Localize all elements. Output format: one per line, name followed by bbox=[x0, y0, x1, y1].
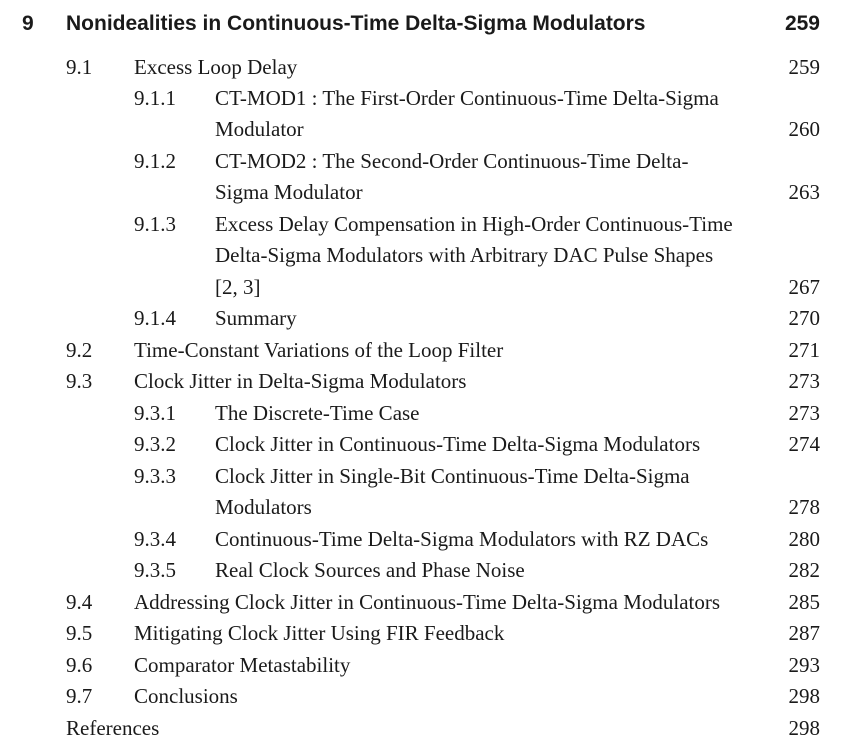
entry-title: Excess Loop Delay bbox=[134, 55, 298, 79]
entry-title: Comparator Metastability bbox=[134, 653, 351, 677]
entry-number: 9.1.4 bbox=[134, 306, 176, 330]
toc-entry-9-4[interactable] bbox=[0, 587, 857, 617]
entry-page: 273 bbox=[788, 401, 820, 425]
toc-entry-9-1-2-cont[interactable] bbox=[0, 177, 857, 207]
entry-title: Real Clock Sources and Phase Noise bbox=[215, 558, 525, 582]
toc-entry-9-1[interactable] bbox=[0, 52, 857, 82]
entry-title-line2: Delta-Sigma Modulators with Arbitrary DAC Pulse Shapes bbox=[215, 243, 714, 267]
entry-page: 298 bbox=[788, 684, 820, 708]
entry-page: 278 bbox=[788, 495, 820, 519]
entry-page: 270 bbox=[788, 306, 820, 330]
entry-title-line1: Excess Delay Compensation in High-Order Continuous-Time bbox=[215, 212, 733, 236]
entry-page: 273 bbox=[788, 369, 820, 393]
toc-entry-9-3-3-cont[interactable] bbox=[0, 492, 857, 522]
entry-page: 271 bbox=[788, 338, 820, 362]
entry-number: 9.3 bbox=[66, 369, 93, 393]
chapter-page: 259 bbox=[784, 12, 820, 35]
entry-title: The Discrete-Time Case bbox=[215, 401, 420, 425]
entry-title-line2: Sigma Modulator bbox=[215, 180, 363, 204]
entry-title: Mitigating Clock Jitter Using FIR Feedback bbox=[134, 621, 505, 645]
entry-number: 9.2 bbox=[66, 338, 93, 362]
entry-page: 293 bbox=[788, 653, 820, 677]
toc-entry-9-7[interactable] bbox=[0, 681, 857, 711]
entry-title-line2: Modulator bbox=[215, 117, 304, 141]
entry-page: 267 bbox=[788, 275, 820, 299]
entry-title-line1: Clock Jitter in Single-Bit Continuous-Time Delta-Sigma bbox=[215, 464, 690, 488]
references-title: References bbox=[66, 716, 160, 740]
entry-page: 287 bbox=[788, 621, 820, 645]
entry-page: 282 bbox=[788, 558, 820, 582]
entry-number: 9.3.4 bbox=[134, 527, 176, 551]
toc-entry-9-3-2[interactable] bbox=[0, 429, 857, 459]
entry-number: 9.5 bbox=[66, 621, 93, 645]
toc-entry-9-1-3-cont2[interactable] bbox=[0, 272, 857, 302]
entry-number: 9.3.1 bbox=[134, 401, 176, 425]
entry-page: 280 bbox=[788, 527, 820, 551]
entry-number: 9.1.2 bbox=[134, 149, 176, 173]
toc-entry-9-1-1-cont[interactable] bbox=[0, 114, 857, 144]
entry-page: 263 bbox=[788, 180, 820, 204]
toc-entry-9-3[interactable] bbox=[0, 366, 857, 396]
entry-number: 9.1.1 bbox=[134, 86, 176, 110]
entry-page: 259 bbox=[788, 55, 820, 79]
entry-title: Continuous-Time Delta-Sigma Modulators with RZ DACs bbox=[215, 527, 709, 551]
toc-entry-9-2[interactable] bbox=[0, 335, 857, 365]
entry-number: 9.1.3 bbox=[134, 212, 176, 236]
entry-title: Time-Constant Variations of the Loop Filter bbox=[134, 338, 504, 362]
entry-number: 9.7 bbox=[66, 684, 93, 708]
toc-entry-9-3-5[interactable] bbox=[0, 555, 857, 585]
toc-entry-9-6[interactable] bbox=[0, 650, 857, 680]
entry-page: 285 bbox=[788, 590, 820, 614]
toc-entry-9-1-4[interactable] bbox=[0, 303, 857, 333]
toc-entry-9-1-3-cont[interactable] bbox=[0, 240, 857, 270]
toc-entry-9-3-3[interactable] bbox=[0, 461, 857, 491]
entry-number: 9.3.2 bbox=[134, 432, 176, 456]
entry-title-line1: CT-MOD1 : The First-Order Continuous-Time Delta-Sigma bbox=[215, 86, 719, 110]
entry-title: Conclusions bbox=[134, 684, 238, 708]
entry-number: 9.1 bbox=[66, 55, 93, 79]
entry-number: 9.3.5 bbox=[134, 558, 176, 582]
toc-entry-9-1-2[interactable] bbox=[0, 146, 857, 176]
toc-entry-9-3-1[interactable] bbox=[0, 398, 857, 428]
toc-entry-9-1-3[interactable] bbox=[0, 209, 857, 239]
toc-entry-references[interactable] bbox=[0, 713, 857, 743]
entry-page: 260 bbox=[788, 117, 820, 141]
entry-number: 9.3.3 bbox=[134, 464, 176, 488]
entry-title-line3: [2, 3] bbox=[215, 275, 261, 299]
chapter-number: 9 bbox=[22, 12, 34, 35]
entry-title: Summary bbox=[215, 306, 297, 330]
entry-title: Clock Jitter in Delta-Sigma Modulators bbox=[134, 369, 467, 393]
entry-title-line1: CT-MOD2 : The Second-Order Continuous-Time Delta- bbox=[215, 149, 689, 173]
entry-page: 274 bbox=[788, 432, 820, 456]
toc-entry-9-1-1[interactable] bbox=[0, 83, 857, 113]
entry-number: 9.4 bbox=[66, 590, 93, 614]
chapter-title: Nonidealities in Continuous-Time Delta-Sigma Modulators bbox=[66, 12, 646, 35]
chapter-heading bbox=[0, 8, 857, 42]
toc-entry-9-5[interactable] bbox=[0, 618, 857, 648]
entry-title-line2: Modulators bbox=[215, 495, 312, 519]
entry-number: 9.6 bbox=[66, 653, 93, 677]
toc-entry-9-3-4[interactable] bbox=[0, 524, 857, 554]
entry-title: Clock Jitter in Continuous-Time Delta-Sigma Modulators bbox=[215, 432, 701, 456]
entry-page: 298 bbox=[788, 716, 820, 740]
entry-title: Addressing Clock Jitter in Continuous-Time Delta-Sigma Modulators bbox=[134, 590, 721, 614]
